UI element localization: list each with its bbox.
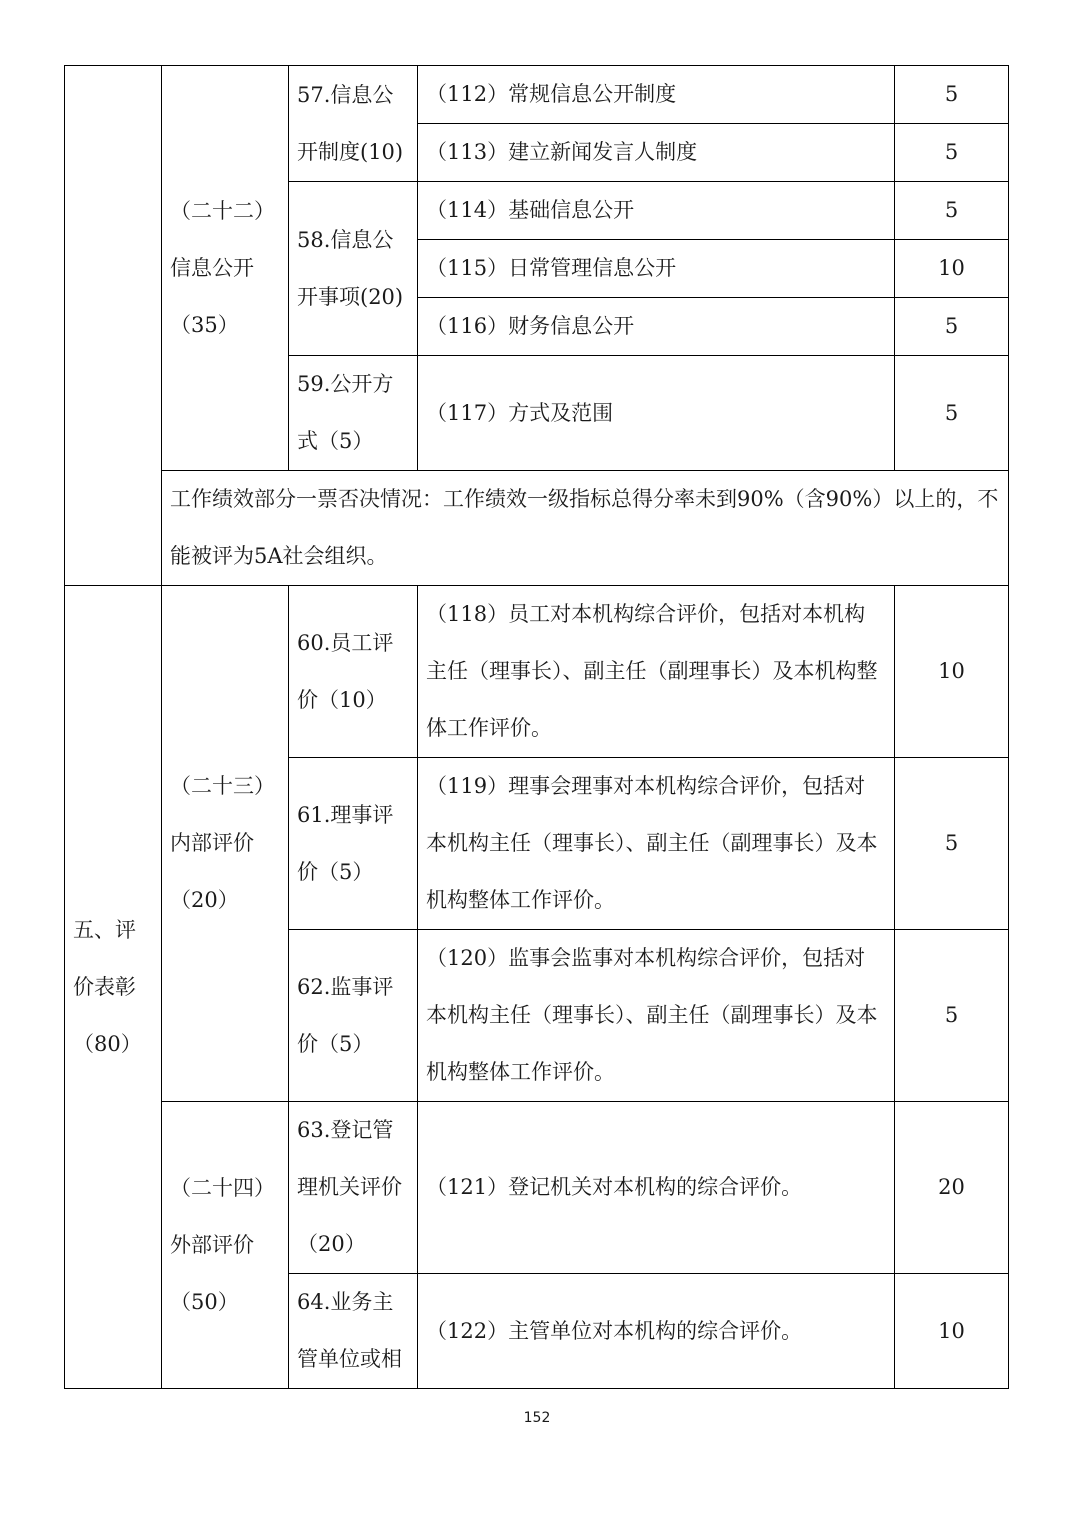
- criterion-cell: （117）方式及范围: [418, 356, 895, 471]
- indicator-cell: 59.公开方式（5）: [289, 356, 418, 471]
- score-cell: 10: [895, 1274, 1009, 1389]
- subcategory-cell: （二十三）内部评价（20）: [162, 586, 289, 1102]
- score-cell: 5: [895, 356, 1009, 471]
- category-cell: 五、评价表彰（80）: [65, 586, 162, 1389]
- score-cell: 10: [895, 240, 1009, 298]
- indicator-cell: 61.理事评价（5）: [289, 758, 418, 930]
- criterion-cell: （112）常规信息公开制度: [418, 66, 895, 124]
- score-cell: 5: [895, 758, 1009, 930]
- table-row: [65, 66, 1009, 124]
- table-row: [65, 1102, 1009, 1274]
- score-cell: 10: [895, 586, 1009, 758]
- criterion-cell: （113）建立新闻发言人制度: [418, 124, 895, 182]
- veto-note: 工作绩效部分一票否决情况：工作绩效一级指标总得分率未到90%（含90%）以上的，不能被评为5A社会组织。: [162, 471, 1009, 586]
- table-row: [65, 471, 1009, 586]
- criterion-cell: （116）财务信息公开: [418, 298, 895, 356]
- evaluation-table: [64, 65, 1009, 1389]
- table-row: [65, 586, 1009, 758]
- criterion-cell: （118）员工对本机构综合评价，包括对本机构主任（理事长）、副主任（副理事长）及本机构整体工作评价。: [418, 586, 895, 758]
- score-cell: 5: [895, 124, 1009, 182]
- score-cell: 5: [895, 298, 1009, 356]
- subcategory-cell: （二十四）外部评价（50）: [162, 1102, 289, 1389]
- indicator-cell: 62.监事评价（5）: [289, 930, 418, 1102]
- criterion-cell: （122）主管单位对本机构的综合评价。: [418, 1274, 895, 1389]
- criterion-cell: （121）登记机关对本机构的综合评价。: [418, 1102, 895, 1274]
- indicator-cell: 60.员工评价（10）: [289, 586, 418, 758]
- score-cell: 5: [895, 182, 1009, 240]
- category-cell-continued: [65, 66, 162, 586]
- score-cell: 5: [895, 930, 1009, 1102]
- indicator-cell: 63.登记管理机关评价（20）: [289, 1102, 418, 1274]
- criterion-cell: （114）基础信息公开: [418, 182, 895, 240]
- score-cell: 5: [895, 66, 1009, 124]
- indicator-cell: 57.信息公开制度(10): [289, 66, 418, 182]
- subcategory-cell: （二十二）信息公开（35）: [162, 66, 289, 471]
- score-cell: 20: [895, 1102, 1009, 1274]
- criterion-cell: （119）理事会理事对本机构综合评价，包括对本机构主任（理事长）、副主任（副理事长）及本机构整体工作评价。: [418, 758, 895, 930]
- page-number: 152: [523, 1410, 551, 1426]
- criterion-cell: （120）监事会监事对本机构综合评价，包括对本机构主任（理事长）、副主任（副理事长）及本机构整体工作评价。: [418, 930, 895, 1102]
- criterion-cell: （115）日常管理信息公开: [418, 240, 895, 298]
- indicator-cell: 58.信息公开事项(20): [289, 182, 418, 356]
- indicator-cell: 64.业务主管单位或相: [289, 1274, 418, 1389]
